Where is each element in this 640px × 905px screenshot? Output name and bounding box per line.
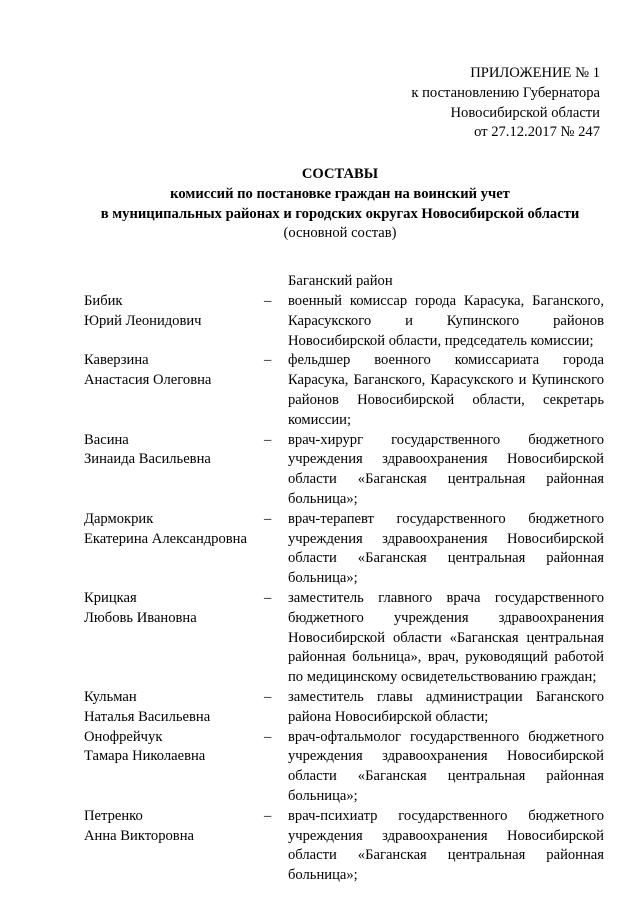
district-name: Баганский район	[288, 273, 393, 289]
member-name	[84, 351, 264, 430]
composition-type: (основной состав)	[283, 225, 397, 242]
dash: –	[264, 688, 272, 705]
list-item	[84, 292, 604, 351]
document-subtitle-2: в муниципальных районах и городских округах Новосибирской области	[100, 205, 580, 222]
dash: –	[264, 807, 272, 824]
document-subtitle: комиссий по постановке граждан на воинский учет	[170, 185, 510, 202]
member-role: врач-психиатр государственного бюджетного учреждения здравоохранения Новосибирской области «Баганская центральная районная больница»;	[288, 807, 604, 884]
member-role: фельдшер военного комиссариата города Карасука, Баганского, Карасукского и Купинского районов Новосибирской области, секретарь комиссии;	[288, 352, 604, 428]
member-role: врач-хирург государственного бюджетного учреждения здравоохранения Новосибирской области «Баганская центральная районная больница»;	[288, 431, 604, 507]
member-role: заместитель главного врача государственного бюджетного учреждения здравоохранения Новосибирской области «Баганская центральная районная больница», врач, руководящий работой по медицинскому освидетельствованию граждан;	[288, 589, 604, 686]
annex-date-number: от 27.12.2017 № 247	[474, 124, 600, 141]
member-given-name: Наталья Васильевна	[84, 708, 211, 725]
member-given-name: Зинаида Васильевна	[84, 451, 211, 468]
member-given-name: Юрий Леонидович	[84, 312, 202, 329]
member-given-name: Анастасия Олеговна	[84, 372, 212, 389]
list-item	[84, 688, 604, 728]
member-given-name: Анна Викторовна	[84, 827, 194, 844]
list-item	[84, 589, 604, 688]
list-item	[84, 431, 604, 510]
dash: –	[264, 589, 272, 606]
member-name	[84, 807, 264, 886]
dash: –	[264, 431, 272, 448]
member-role: военный комиссар города Карасука, Баганского, Карасукского и Купинского районов Новосибирской области, председатель комиссии;	[288, 293, 604, 349]
member-role: врач-терапевт государственного бюджетного учреждения здравоохранения Новосибирской области «Баганская центральная районная больница»;	[288, 510, 604, 587]
dash: –	[264, 728, 272, 745]
dash: –	[264, 293, 272, 309]
annex-block	[380, 64, 600, 143]
member-role: врач-офтальмолог государственного бюджетного учреждения здравоохранения Новосибирской области «Баганская центральная районная больница»;	[288, 728, 604, 804]
list-item	[84, 728, 604, 807]
members-list	[84, 292, 604, 886]
annex-title: ПРИЛОЖЕНИЕ № 1	[470, 65, 600, 81]
annex-reference: к постановлению Губернатора	[411, 84, 600, 101]
member-role: заместитель главы администрации Баганского района Новосибирской области;	[288, 688, 604, 725]
member-name	[84, 431, 264, 510]
member-given-name: Любовь Ивановна	[84, 609, 197, 626]
document-title: СОСТАВЫ	[301, 166, 379, 182]
member-surname: Кульман	[84, 688, 137, 705]
member-surname: Крицкая	[84, 589, 137, 606]
dash: –	[264, 352, 272, 369]
member-surname: Онофрейчук	[84, 728, 163, 745]
member-name	[84, 292, 264, 351]
member-surname: Петренко	[84, 807, 143, 824]
list-item	[84, 351, 604, 430]
dash: –	[264, 510, 272, 527]
member-surname: Каверзина	[84, 352, 149, 369]
member-surname: Бибик	[84, 293, 123, 309]
member-surname: Дармокрик	[84, 510, 154, 527]
member-name	[84, 688, 264, 728]
annex-region: Новосибирской области	[450, 104, 600, 121]
member-given-name: Екатерина Александровна	[84, 530, 247, 547]
member-surname: Васина	[84, 431, 129, 448]
list-item	[84, 807, 604, 886]
member-name	[84, 589, 264, 688]
member-name	[84, 510, 264, 589]
document-heading	[60, 165, 620, 244]
member-name	[84, 728, 264, 807]
list-item	[84, 510, 604, 589]
member-given-name: Тамара Николаевна	[84, 748, 206, 765]
